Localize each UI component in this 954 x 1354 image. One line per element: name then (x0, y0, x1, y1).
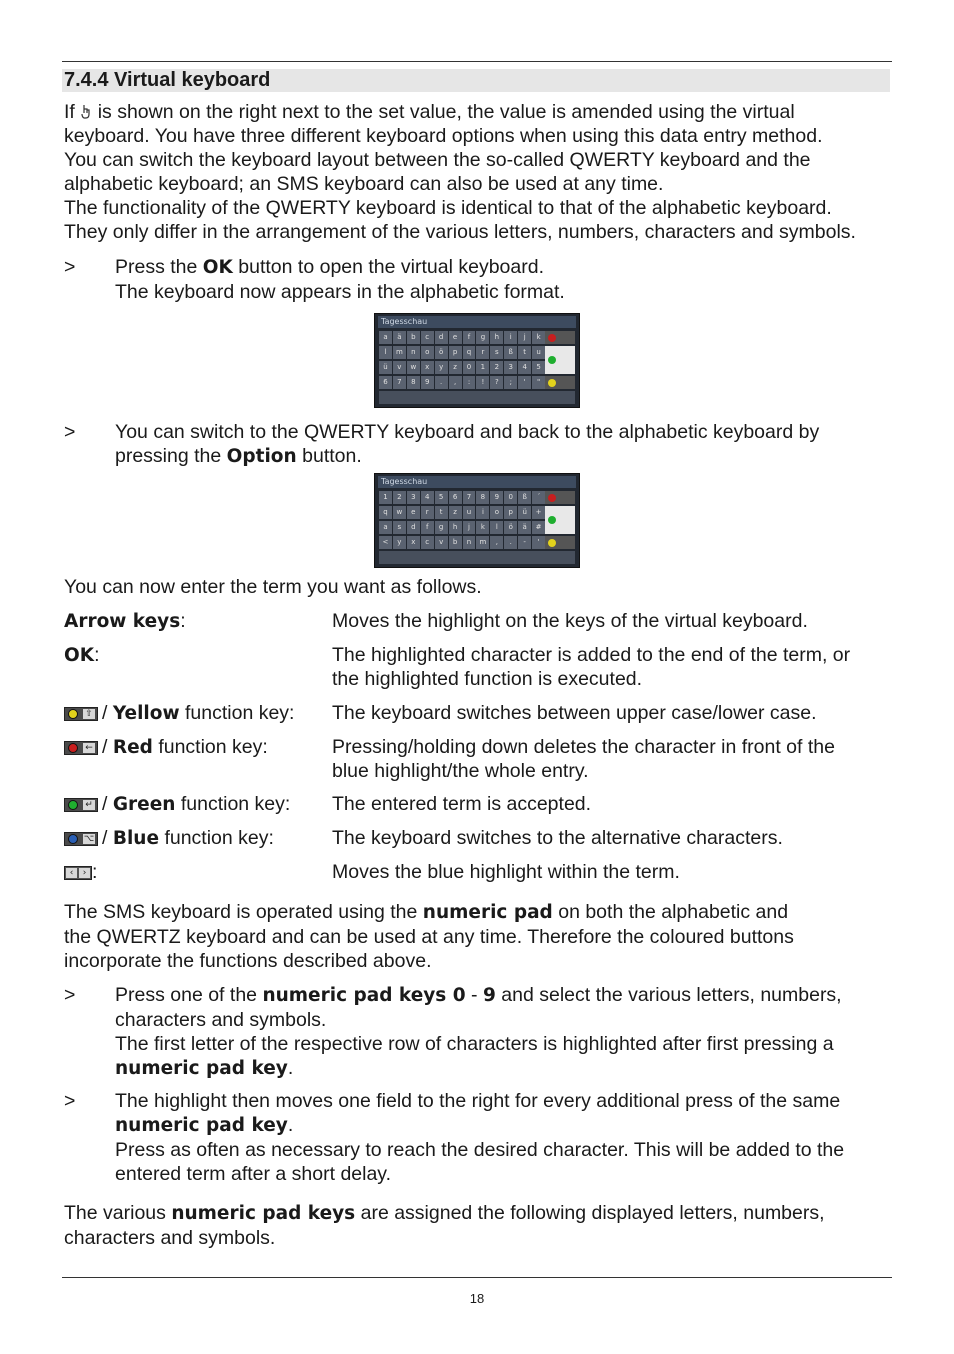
keyboard-key: . (504, 536, 517, 549)
keyboard-key: ä (393, 331, 406, 344)
keyboard-key: a (379, 521, 392, 534)
keyboard-key: , (449, 376, 462, 389)
keyboard-grid (379, 331, 545, 391)
keyboard-row (379, 506, 545, 519)
keyboard-key: 0 (463, 361, 476, 374)
keyboard-key: f (421, 521, 434, 534)
keyboard-grid (379, 491, 545, 551)
keyboard-key: t (435, 506, 448, 519)
keyboard-key: o (490, 506, 503, 519)
keyboard-key: 2 (393, 491, 406, 504)
keyboard-key: y (393, 536, 406, 549)
keyboard-key: ü (379, 361, 392, 374)
keyboard-key: # (532, 521, 545, 534)
keyboard-key: m (393, 346, 406, 359)
keyboard-key: t (518, 346, 531, 359)
green-enter-key-icon: ↵ (64, 798, 98, 812)
keyboard-row (379, 536, 545, 549)
keyboard-key: 5 (532, 361, 545, 374)
intro-paragraph: If is shown on the right next to the set value, the value is amended using the virtual keyboard. You have three different keyboard options when using this data entry method. You can switch the keyboard layout between the so-called QWERTY keyboard and the alphabetic keyboard; an SMS keyboard can also be used at any time. The functionality of the QWERTY keyboard is identical to that of the alphabetic keyboard. They only differ in the arrangement of the various letters, numbers, characters and symbols. (64, 101, 856, 243)
keyboard-key: u (463, 506, 476, 519)
keyboard-key: , (490, 536, 503, 549)
keyboard-row (379, 376, 545, 389)
keyboard-row (379, 491, 545, 504)
keyboard-key: ü (518, 506, 531, 519)
keyboard-key: ' (532, 536, 545, 549)
screenshot-title-bar: Tagesschau (378, 316, 576, 328)
left-right-arrows-icon: ‹ › (64, 866, 92, 880)
keyboard-key: < (379, 536, 392, 549)
keyboard-key: " (532, 376, 545, 389)
keyboard-key: j (463, 521, 476, 534)
keyboard-key: ? (490, 376, 503, 389)
keyboard-key: 6 (379, 376, 392, 389)
keyboard-key: e (407, 506, 420, 519)
keyboard-row (379, 361, 545, 374)
keyboard-key: ö (435, 346, 448, 359)
keyboard-key: i (476, 506, 489, 519)
keyboard-key: u (532, 346, 545, 359)
keyboard-key: s (393, 521, 406, 534)
keyboard-key: 1 (379, 491, 392, 504)
keyboard-key: d (407, 521, 420, 534)
top-rule (62, 61, 892, 62)
keyboard-key: r (421, 506, 434, 519)
keyboard-key: s (490, 346, 503, 359)
keyboard-key: ; (504, 376, 517, 389)
red-backspace-key-icon: ← (64, 741, 98, 755)
keyboard-key: 9 (421, 376, 434, 389)
keyboard-key: 1 (476, 361, 489, 374)
keyboard-key: x (407, 536, 420, 549)
keyboard-key: - (518, 536, 531, 549)
keyboard-key: r (476, 346, 489, 359)
function-key-column (545, 331, 575, 391)
keyboard-key: 6 (449, 491, 462, 504)
qwerty-keyboard-screenshot (374, 473, 580, 568)
keyboard-key: z (449, 361, 462, 374)
keyboard-key: 7 (463, 491, 476, 504)
keyboard-key: f (463, 331, 476, 344)
keyboard-key: g (476, 331, 489, 344)
sms-paragraph: The SMS keyboard is operated using the numeric pad on both the alphabetic and the QWERTZ keyboard and can be used at any time. Therefore the coloured buttons incorporate the functions described above. (64, 901, 794, 972)
keyboard-key: b (449, 536, 462, 549)
keyboard-key: 7 (393, 376, 406, 389)
entry-bar (379, 391, 575, 404)
keyboard-key: 4 (421, 491, 434, 504)
red-key (545, 491, 575, 504)
keyboard-key: p (449, 346, 462, 359)
enter-intro: You can now enter the term you want as follows. (64, 576, 482, 598)
keyboard-key: j (518, 331, 531, 344)
screenshot-title-bar: Tagesschau (378, 476, 576, 488)
closing-paragraph: The various numeric pad keys are assigned the following displayed letters, numbers, characters and symbols. (64, 1202, 825, 1249)
keyboard-key: g (435, 521, 448, 534)
keyboard-key: q (379, 506, 392, 519)
keyboard-key: ' (518, 376, 531, 389)
keyboard-key: q (463, 346, 476, 359)
keyboard-key: ß (504, 346, 517, 359)
entry-bar (379, 551, 575, 564)
keyboard-key: 5 (435, 491, 448, 504)
keyboard-key: k (532, 331, 545, 344)
keyboard-key: n (463, 536, 476, 549)
keyboard-key: l (490, 521, 503, 534)
keyboard-key: 0 (504, 491, 517, 504)
keyboard-key: : (463, 376, 476, 389)
yellow-key (545, 536, 575, 549)
keyboard-key: n (407, 346, 420, 359)
keyboard-key: ß (518, 491, 531, 504)
keyboard-key: a (379, 331, 392, 344)
keyboard-key: 9 (490, 491, 503, 504)
keyboard-key: i (504, 331, 517, 344)
keyboard-key: c (421, 331, 434, 344)
keyboard-key: z (449, 506, 462, 519)
keyboard-key: v (435, 536, 448, 549)
keyboard-key: 4 (518, 361, 531, 374)
keyboard-key: ö (504, 521, 517, 534)
keyboard-key: . (435, 376, 448, 389)
keyboard-key: h (449, 521, 462, 534)
keyboard-key: o (421, 346, 434, 359)
keyboard-key: ä (518, 521, 531, 534)
keyboard-hand-icon (80, 102, 92, 118)
keyboard-key: w (407, 361, 420, 374)
keyboard-key: 8 (476, 491, 489, 504)
yellow-shift-key-icon: ⇧ (64, 707, 98, 721)
keyboard-key: v (393, 361, 406, 374)
keyboard-key: d (435, 331, 448, 344)
section-heading: 7.4.4 Virtual keyboard (62, 69, 890, 92)
keyboard-key: e (449, 331, 462, 344)
keyboard-key: 2 (490, 361, 503, 374)
keyboard-row (379, 521, 545, 534)
keyboard-key: 3 (407, 491, 420, 504)
keyboard-key: c (421, 536, 434, 549)
keyboard-key: x (421, 361, 434, 374)
keyboard-key: ! (476, 376, 489, 389)
keyboard-key: b (407, 331, 420, 344)
keyboard-key: l (379, 346, 392, 359)
keyboard-key: 8 (407, 376, 420, 389)
keyboard-key: ´ (532, 491, 545, 504)
keyboard-row (379, 331, 545, 344)
keyboard-key: k (476, 521, 489, 534)
function-key-column (545, 491, 575, 551)
blue-alt-key-icon: ⌥ (64, 832, 98, 846)
keyboard-key: 3 (504, 361, 517, 374)
alphabetic-keyboard-screenshot (374, 313, 580, 408)
page-number: 18 (469, 1291, 485, 1306)
keyboard-key: w (393, 506, 406, 519)
green-key-highlighted (545, 506, 575, 534)
keyboard-row (379, 346, 545, 359)
keyboard-key: m (476, 536, 489, 549)
red-key (545, 331, 575, 344)
keyboard-key: y (435, 361, 448, 374)
bottom-rule (62, 1277, 892, 1278)
green-key-highlighted (545, 346, 575, 374)
yellow-key (545, 376, 575, 389)
keyboard-key: h (490, 331, 503, 344)
keyboard-key: p (504, 506, 517, 519)
keyboard-key: + (532, 506, 545, 519)
